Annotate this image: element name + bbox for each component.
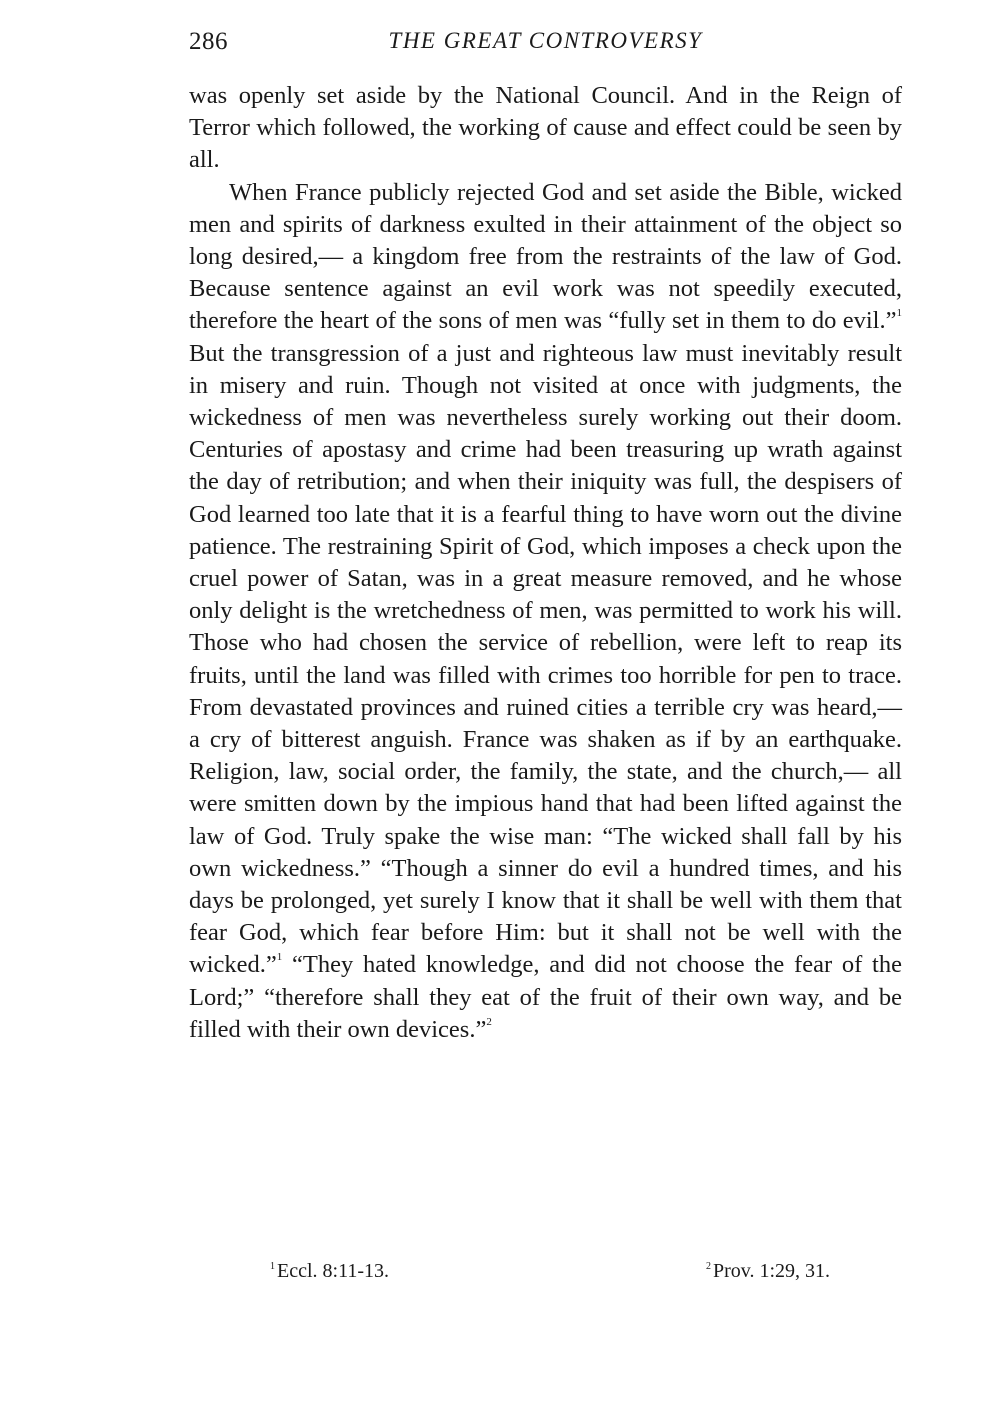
- page-number: 286: [189, 28, 228, 55]
- footnote-marker: 1: [270, 1261, 275, 1272]
- footnote: [270, 1260, 389, 1283]
- paragraph: [189, 80, 902, 177]
- body-text: [189, 80, 902, 1046]
- footnote-ref[interactable]: 1: [276, 951, 283, 964]
- footnote-text: Prov. 1:29, 31.: [712, 1260, 830, 1282]
- paragraph-text: When France publicly rejected God and set aside the Bible, wicked men and spirits of darkness exulted in their attainment of the object so long desired,— a kingdom free from the restraints of the law of God. Because sentence against an evil work was not speedily executed, therefore the heart of the sons of men was “fully set in them to do evil.”: [189, 178, 902, 335]
- paragraph: [189, 177, 902, 1046]
- paragraph-text: “They hated knowledge, and did not choose the fear of the Lord;” “therefore shall they eat of the fruit of their own way, and be filled with their own devices.”: [189, 951, 902, 1043]
- footnote: [706, 1260, 830, 1283]
- footnotes: [270, 1260, 830, 1290]
- paragraph-text: But the transgression of a just and righteous law must inevitably result in misery and ruin. Though not visited at once with judgments, the wickedness of men was nevertheless surely working out their doom. Centuries of apostasy and crime had been treasuring up wrath against the day of retribution; and when their iniquity was full, the despisers of God learned too late that it is a fearful thing to have worn out the divine patience. The restraining Spirit of God, which imposes a check upon the cruel power of Satan, was in a great measure removed, and he whose only delight is the wretchedness of men, was permitted to work his will. Those who had chosen the service of rebellion, were left to reap its fruits, until the land was filled with crimes too horrible for pen to trace. From devastated provinces and ruined cities a terrible cry was heard,— a cry of bitterest anguish. France was shaken as if by an earthquake. Religion, law, social order, the family, the state, and the church,— all were smitten down by the impious hand that had been lifted against the law of God. Truly spake the wise man: “The wicked shall fall by his own wickedness.” “Though a sinner do evil a hundred times, and his days be prolonged, yet surely I know that it shall be well with them that fear God, which fear before Him: but it shall not be well with the wicked.”: [189, 339, 902, 979]
- running-title: THE GREAT CONTROVERSY: [388, 28, 703, 53]
- footnote-text: Eccl. 8:11-13.: [277, 1260, 390, 1282]
- page-header: [189, 28, 902, 64]
- footnote-marker: 2: [705, 1261, 711, 1272]
- paragraph-text: was openly set aside by the National Council. And in the Reign of Terror which followed, the working of cause and effect could be seen by all.: [189, 82, 902, 174]
- footnote-ref[interactable]: 2: [486, 1015, 492, 1028]
- footnote-ref[interactable]: 1: [896, 307, 902, 320]
